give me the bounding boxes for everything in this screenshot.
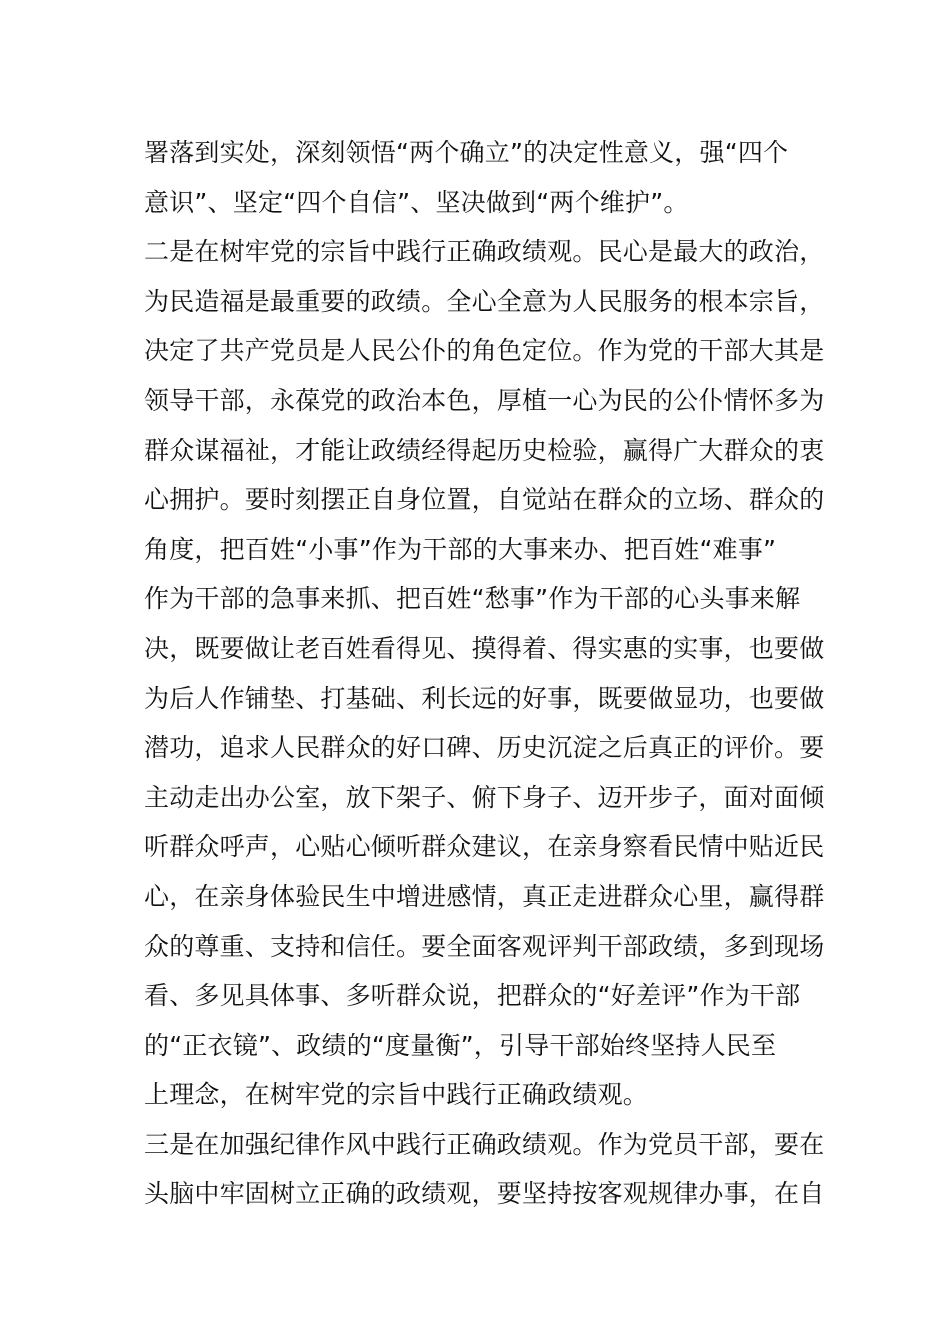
text-line: 头脑中牢固树立正确的政绩观，要坚持按客观规律办事，在自: [144, 1179, 825, 1209]
text-line: 的“正衣镜”、政绩的“度量衡”，引导干部始终坚持人民至: [144, 1030, 777, 1060]
text-line: 看、多见具体事、多听群众说，把群众的“好差评”作为干部: [144, 981, 801, 1011]
text-line: 领导干部，永葆党的政治本色，厚植一心为民的公仆情怀多为: [144, 385, 825, 415]
text-line: 上理念，在树牢党的宗旨中践行正确政绩观。: [144, 1080, 649, 1110]
text-line: 潜功，追求人民群众的好口碑、历史沉淀之后真正的评价。要: [144, 733, 825, 763]
text-line: 署落到实处，深刻领悟“两个确立”的决定性意义，强“四个: [144, 138, 789, 167]
text-line: 主动走出办公室，放下架子、俯下身子、迈开步子，面对面倾: [144, 782, 825, 812]
text-line: 意识”、坚定“四个自信”、坚决做到“两个维护”。: [144, 187, 689, 217]
text-line: 决，既要做让老百姓看得见、摸得着、得实惠的实事，也要做: [144, 633, 825, 663]
body-text: [144, 128, 824, 1219]
text-line: 为民造福是最重要的政绩。全心全意为人民服务的根本宗旨，: [144, 286, 825, 316]
text-line: 为后人作铺垫、打基础、利长远的好事，既要做显功，也要做: [144, 683, 825, 713]
text-line: 心，在亲身体验民生中增进感情，真正走进群众心里，赢得群: [144, 881, 825, 911]
text-line: 听群众呼声，心贴心倾听群众建议，在亲身察看民情中贴近民: [144, 832, 825, 862]
text-line: 群众谋福祉，才能让政绩经得起历史检验，赢得广大群众的衷: [144, 435, 825, 465]
text-line: 心拥护。要时刻摆正自身位置，自觉站在群众的立场、群众的: [144, 485, 825, 515]
text-line: 决定了共产党员是人民公仆的角色定位。作为党的干部大其是: [144, 336, 825, 366]
text-line: 三是在加强纪律作风中践行正确政绩观。作为党员干部，要在: [144, 1129, 825, 1159]
text-line: 二是在树牢党的宗旨中践行正确政绩观。民心是最大的政治，: [144, 237, 825, 267]
text-line: 角度，把百姓“小事”作为干部的大事来办、把百姓“难事”: [144, 534, 777, 564]
text-line: 众的尊重、支持和信任。要全面客观评判干部政绩，多到现场: [144, 931, 825, 961]
text-line: 作为干部的急事来抓、把百姓“愁事”作为干部的心头事来解: [144, 584, 801, 614]
